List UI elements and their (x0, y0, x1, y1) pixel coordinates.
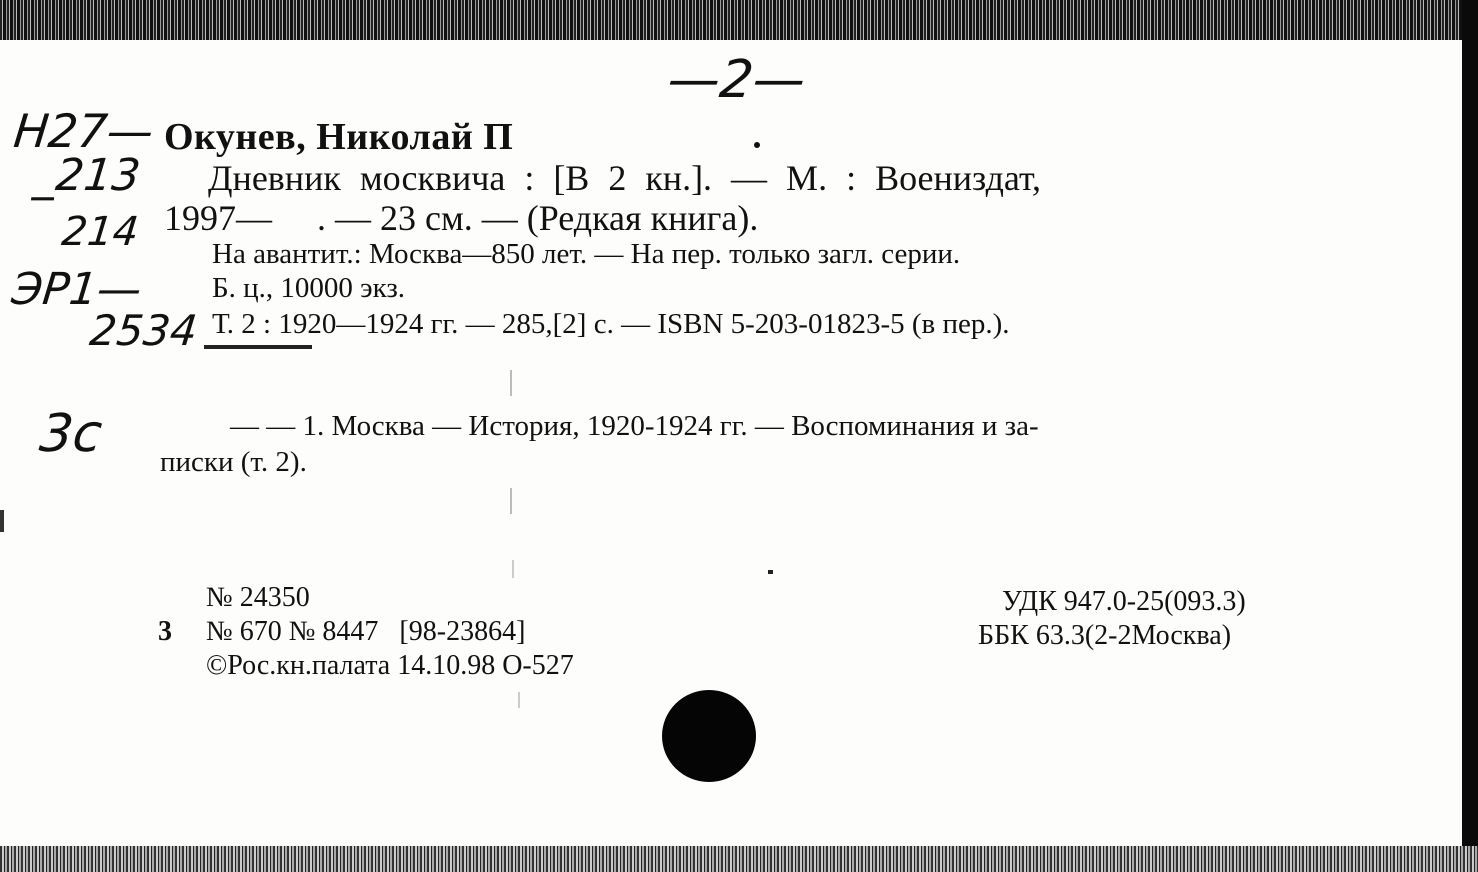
subject-line-2: писки (т. 2). (160, 446, 307, 478)
bbk-code: ББК 63.3(2-2Москва) (978, 620, 1232, 651)
volume-underline (204, 345, 312, 349)
note-price: Б. ц., 10000 экз. (212, 272, 406, 304)
card-number-mark: —2— (664, 50, 809, 110)
speck (768, 570, 773, 574)
handwritten-shelfmark-3: 214 (59, 209, 141, 255)
note-avantitle: На авантит.: Москва—850 лет. — На пер. только загл. серии. (212, 238, 961, 270)
handwritten-shelfmark-5: 2534 (87, 306, 200, 355)
scan-bottom-edge (0, 846, 1478, 872)
speck (518, 692, 520, 708)
handwritten-shelfmark-2: _213 (31, 150, 143, 201)
speck (754, 142, 760, 148)
handwritten-shelfmark-4: ЭР1— (9, 264, 144, 315)
registration-number: № 24350 (206, 582, 310, 613)
book-chamber-line: ©Рос.кн.палата 14.10.98 О-527 (206, 650, 574, 681)
udk-code: УДК 947.0-25(093.3) (1002, 586, 1246, 617)
author-heading: Окунев, Николай П (164, 116, 514, 158)
volume-line: Т. 2 : 1920—1924 гг. — 285,[2] с. — ISBN 5-203-01823-5 (в пер.). (212, 308, 1010, 340)
card-punch-hole (662, 690, 756, 782)
handwritten-shelfmark-1: Н27— (11, 104, 156, 158)
order-numbers: № 670 № 8447 [98-23864] (206, 616, 526, 647)
scan-right-edge (1462, 0, 1478, 872)
card-count: 3 (158, 616, 172, 647)
speck (0, 510, 4, 532)
subject-line-1: — — 1. Москва — История, 1920-1924 гг. — Воспоминания и за- (230, 410, 1039, 442)
speck (510, 488, 512, 514)
speck (512, 560, 514, 578)
scan-top-edge (0, 0, 1478, 40)
title-line-2: 1997— . — 23 см. — (Редкая книга). (164, 198, 759, 238)
handwritten-shelfmark-6: 3с (36, 404, 105, 464)
speck (510, 370, 512, 396)
title-line-1: Дневник москвича : [В 2 кн.]. — М. : Воениздат, (208, 158, 1041, 198)
